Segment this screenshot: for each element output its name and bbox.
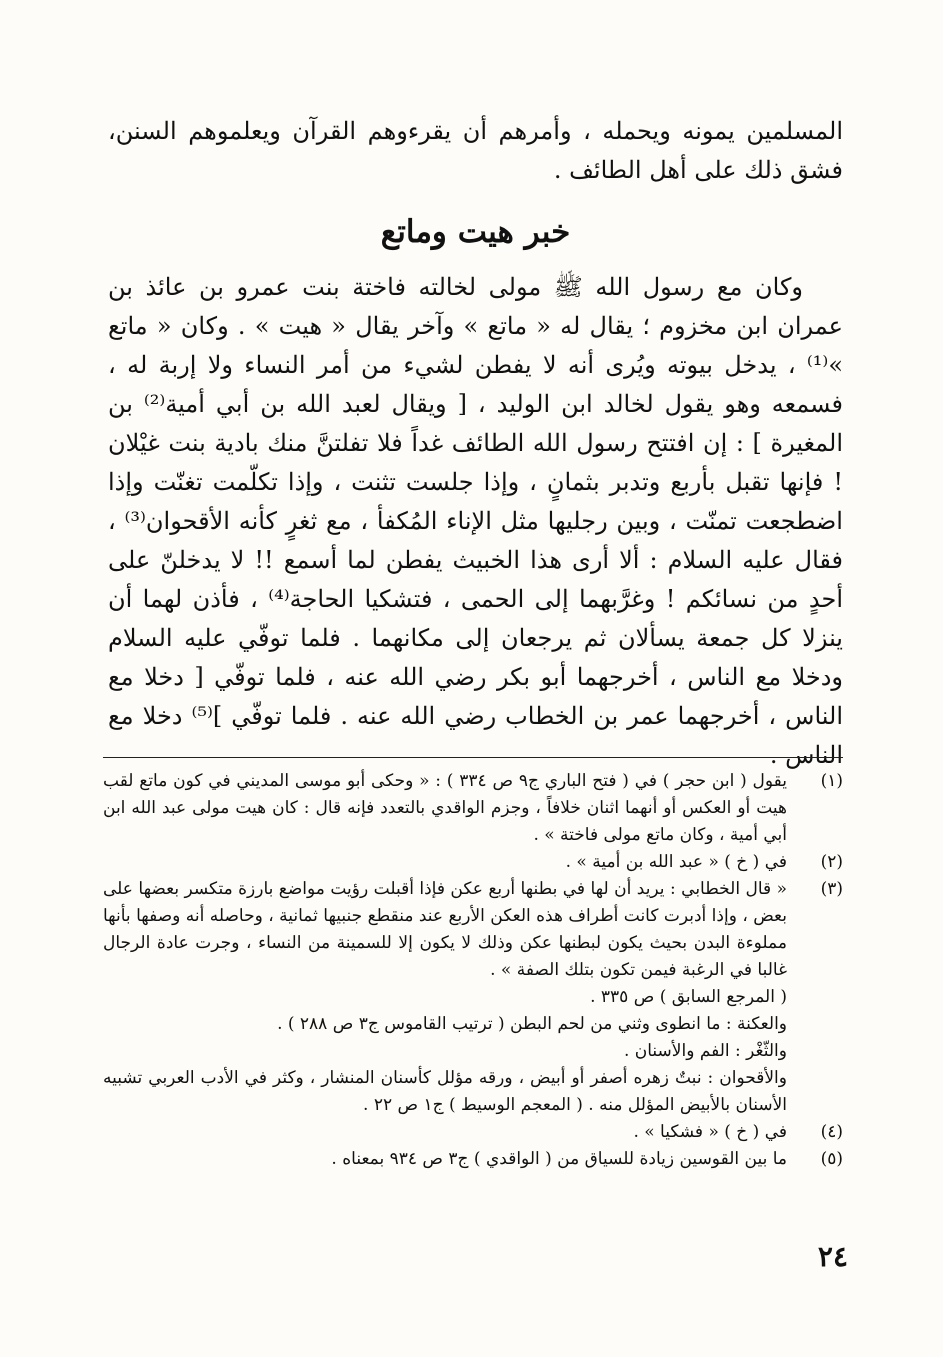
footnote-number: (٤) xyxy=(820,1122,843,1142)
body-paragraph: وكان مع رسول الله ﷺ مولى لخالته فاختة بنت عمرو بن عائذ بن عمران ابن مخزوم ؛ يقال له « ماتع » وآخر يقال « هيت » . وكان « ماتع »⁽¹⁾ ، يدخل بيوته ويُرى أنه لا يفطن لشيء من أمر النساء ولا إربة له ، فسمعه وهو يقول لخالد ابن الوليد ، [ ويقال لعبد الله بن أبي أمية⁽²⁾ بن المغيرة ] : إن افتتح رسول الله الطائف غداً فلا تفلتنَّ منك بادية بنت غيْلان ! فإنها تقبل بأربع وتدبر بثمانٍ ، وإذا جلست تثنت ، وإذا تكلّمت تغنّت وإذا اضطجعت تمنّت ، وبين رجليها مثل الإناء المُكفأ ، مع ثغرٍ كأنه الأقحوان⁽³⁾ ، فقال عليه السلام : ألا أرى هذا الخبيث يفطن لما أسمع !! لا يدخلنّ على أحدٍ من نسائكم ! وغرَّبهما إلى الحمى ، فتشكيا الحاجة⁽⁴⁾ ، فأذن لهما أن ينزلا كل جمعة يسألان ثم يرجعان إلى مكانهما . فلما توفّي عليه السلام ودخلا مع الناس ، أخرجهما أبو بكر رضي الله عنه ، فلما توفّي [ دخلا مع الناس ، أخرجهما عمر بن الخطاب رضي الله عنه . فلما توفّي ]⁽⁵⁾ دخلا مع الناس . xyxy=(108,273,844,769)
footnote-text: ( المرجع السابق ) ص ٣٣٥ . xyxy=(590,987,787,1007)
footnote-text: والثّغْر : الفم والأسنان . xyxy=(623,1041,787,1061)
footnote-text: « قال الخطابي : يريد أن لها في بطنها أربع عكن فإذا أقبلت رؤيت مواضع بارزة متكسر بعضها على بعض ، وإذا أدبرت كانت أطراف هذه العكن الأربع عند منقطع جنبيها ثمانية ، وحاصله أنه وصفها بأنها مملوءة البدن بحيث يكون لبطنها عكن وذلك لا يكون إلا للسمينة من النساء ، وجرت عادة الرجال غالبا في الرغبة فيمن تكون بتلك الصفة » . xyxy=(103,879,787,980)
footnote-text: والأقحوان : نبتٌ زهره أصفر أو أبيض ، ورقه مؤلل كأسنان المنشار ، وكثر في الأدب العربي تشبيه الأسنان بالأبيض المؤلل منه . ( المعجم الوسيط ) ج١ ص ٢٢ . xyxy=(103,1068,787,1115)
footnote-number: (٢) xyxy=(820,852,843,872)
footnote xyxy=(103,768,843,849)
footnote xyxy=(103,876,843,1119)
footnote-number: (٥) xyxy=(820,1149,843,1169)
footnote-number: (١) xyxy=(820,771,843,791)
page-number: ٢٤ xyxy=(817,1240,848,1273)
footnote xyxy=(103,1146,843,1173)
footnote-divider xyxy=(103,757,843,758)
footnote-text: يقول ( ابن حجر ) في ( فتح الباري ج٩ ص ٣٣٤ ) : « وحكى أبو موسى المديني في كون ماتع لقب هيت أو العكس أو أنهما اثنان خلافاً ، وجزم الواقدي بالتعدد فإنه قال : كان هيت مولى عبد الله ابن أبي أمية ، وكان ماتع مولى فاختة » . xyxy=(103,771,787,845)
footnote xyxy=(103,849,843,876)
footnote-text: والعكنة : ما انطوى وثني من لحم البطن ( ترتيب القاموس ج٣ ص ٢٨٨ ) . xyxy=(277,1014,787,1034)
footnote-number: (٣) xyxy=(820,879,843,899)
intro-paragraph: المسلمين يمونه ويحمله ، وأمرهم أن يقرءوهم القرآن ويعلموهم السنن، فشق ذلك على أهل الطائف . xyxy=(108,117,843,184)
main-text xyxy=(108,112,843,775)
footnote-text: في ( خ ) « عبد الله بن أمية » . xyxy=(565,852,787,872)
footnote-text: في ( خ ) « فشكيا » . xyxy=(633,1122,787,1142)
footnote-text: ما بين القوسين زيادة للسياق من ( الواقدي ) ج٣ ص ٩٣٤ بمعناه . xyxy=(331,1149,787,1169)
footnote xyxy=(103,1119,843,1146)
footnotes xyxy=(103,768,843,1173)
section-heading: خبر هيت وماتع xyxy=(380,214,571,250)
